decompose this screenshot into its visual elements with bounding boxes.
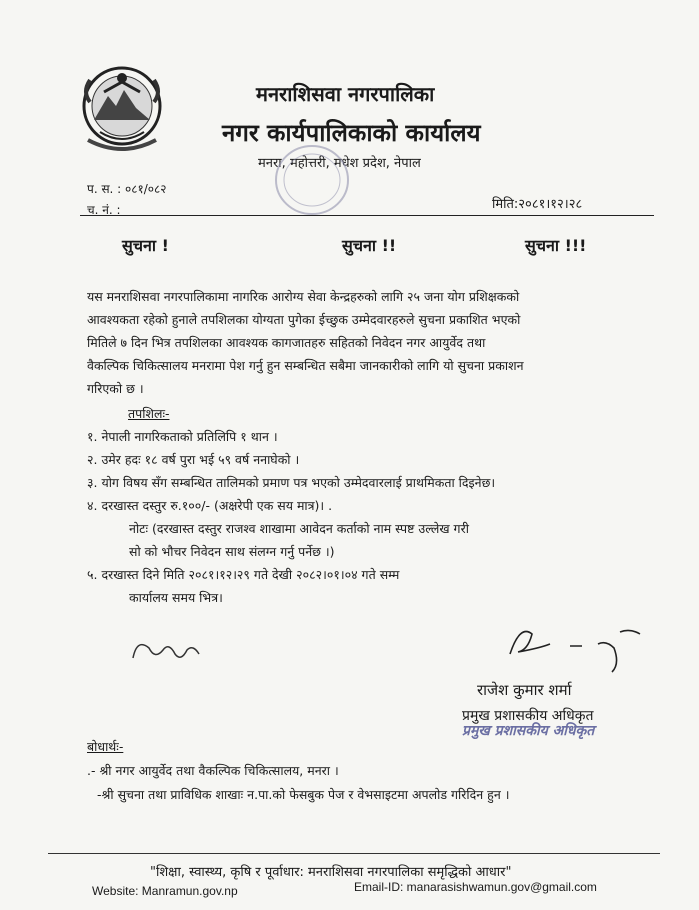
list-item: ५. दरखास्त दिने मिति २०८१।१२।२९ गते देखी २०८२।०१।०४ गते सम्म bbox=[87, 567, 400, 582]
body-line: गरिएको छ । bbox=[87, 381, 144, 396]
note-line: नोटः (दरखास्त दस्तुर राजश्व शाखामा आवेदन कर्ताको नाम स्पष्ट उल्लेख गरी bbox=[129, 521, 469, 536]
website-link[interactable]: Website: Manramun.gov.np bbox=[92, 884, 238, 898]
list-item: २. उमेर हदः १८ वर्ष पुरा भई ५९ वर्ष ननाघेको । bbox=[87, 452, 300, 467]
email-link[interactable]: Email-ID: manarasishwamun.gov@gmail.com bbox=[354, 880, 597, 894]
signatory-name: राजेश कुमार शर्मा bbox=[477, 681, 572, 699]
notice-heading-1: सुचना ! bbox=[122, 236, 169, 255]
cc-line: .- श्री नगर आयुर्वेद तथा वैकल्पिक चिकित्सालय, मनरा । bbox=[87, 763, 339, 778]
patra-sankhya: प. स. : ०८१/०८२ bbox=[87, 182, 167, 196]
footer-divider bbox=[48, 853, 660, 854]
handwritten-initial bbox=[125, 630, 210, 670]
signatory-title: प्रमुख प्रशासकीय अधिकृत bbox=[462, 708, 594, 724]
body-line: मितिले ७ दिन भित्र तपशिलका आवश्यक कागजातहरु सहितको निवेदन नगर आयुर्वेद तथा bbox=[87, 335, 486, 350]
body-line: वैकल्पिक चिकित्सालय मनरामा पेश गर्नु हुन सम्बन्धित सबैमा जानकारीको लागि यो सुचना प्रकाशन bbox=[87, 358, 524, 373]
office-address: मनरा, महोत्तरी, मधेश प्रदेश, नेपाल bbox=[258, 156, 421, 171]
note-line: सो को भौचर निवेदन साथ संलग्न गर्नु पर्नेछ ।) bbox=[129, 544, 335, 559]
signature bbox=[480, 614, 650, 674]
list-item: ४. दरखास्त दस्तुर रु.१००/- (अक्षरेपी एक सय मात्र)। . bbox=[87, 498, 333, 513]
municipality-name: मनराशिसवा नगरपालिका bbox=[256, 82, 435, 106]
cc-line: -श्री सुचना तथा प्राविधिक शाखाः न.पा.को फेसबुक पेज र वेभसाइटमा अपलोड गरिदिन हुन । bbox=[97, 787, 510, 802]
cc-heading: बोधार्थः- bbox=[87, 739, 124, 754]
office-name: नगर कार्यपालिकाको कार्यालय bbox=[222, 119, 481, 147]
list-item: १. नेपाली नागरिकताको प्रतिलिपि १ थान । bbox=[87, 429, 278, 444]
chalani-number: च. नं. : bbox=[87, 203, 121, 217]
nepal-emblem-icon bbox=[78, 62, 166, 158]
body-line: यस मनराशिसवा नगरपालिकामा नागरिक आरोग्य सेवा केन्द्रहरुको लागि २५ जना योग प्रशिक्षकको bbox=[87, 289, 520, 304]
notice-heading-3: सुचना !!! bbox=[525, 236, 587, 255]
list-item-continuation: कार्यालय समय भित्र। bbox=[129, 590, 223, 605]
notice-heading-2: सुचना !! bbox=[342, 236, 397, 255]
letter-date: मिति:२०८१।१२।२८ bbox=[492, 197, 583, 212]
list-item: ३. योग विषय सँग सम्बन्धित तालिमको प्रमाण पत्र भएको उम्मेदवारलाई प्राथमिकता दिइनेछ। bbox=[87, 475, 496, 490]
signatory-stamp: प्रमुख प्रशासकीय अधिकृत bbox=[462, 723, 595, 739]
office-round-stamp bbox=[262, 140, 372, 220]
tapashil-heading: तपशिलः- bbox=[128, 406, 170, 421]
footer-motto: "शिक्षा, स्वास्थ्य, कृषि र पूर्वाधार: मनराशिसवा नगरपालिका समृद्धिको आधार" bbox=[150, 865, 512, 880]
header-divider bbox=[80, 215, 654, 216]
body-line: आवश्यकता रहेको हुनाले तपशिलका योग्यता पुगेका ईच्छुक उम्मेदवारहरुले सुचना प्रकाशित भएको bbox=[87, 312, 521, 327]
